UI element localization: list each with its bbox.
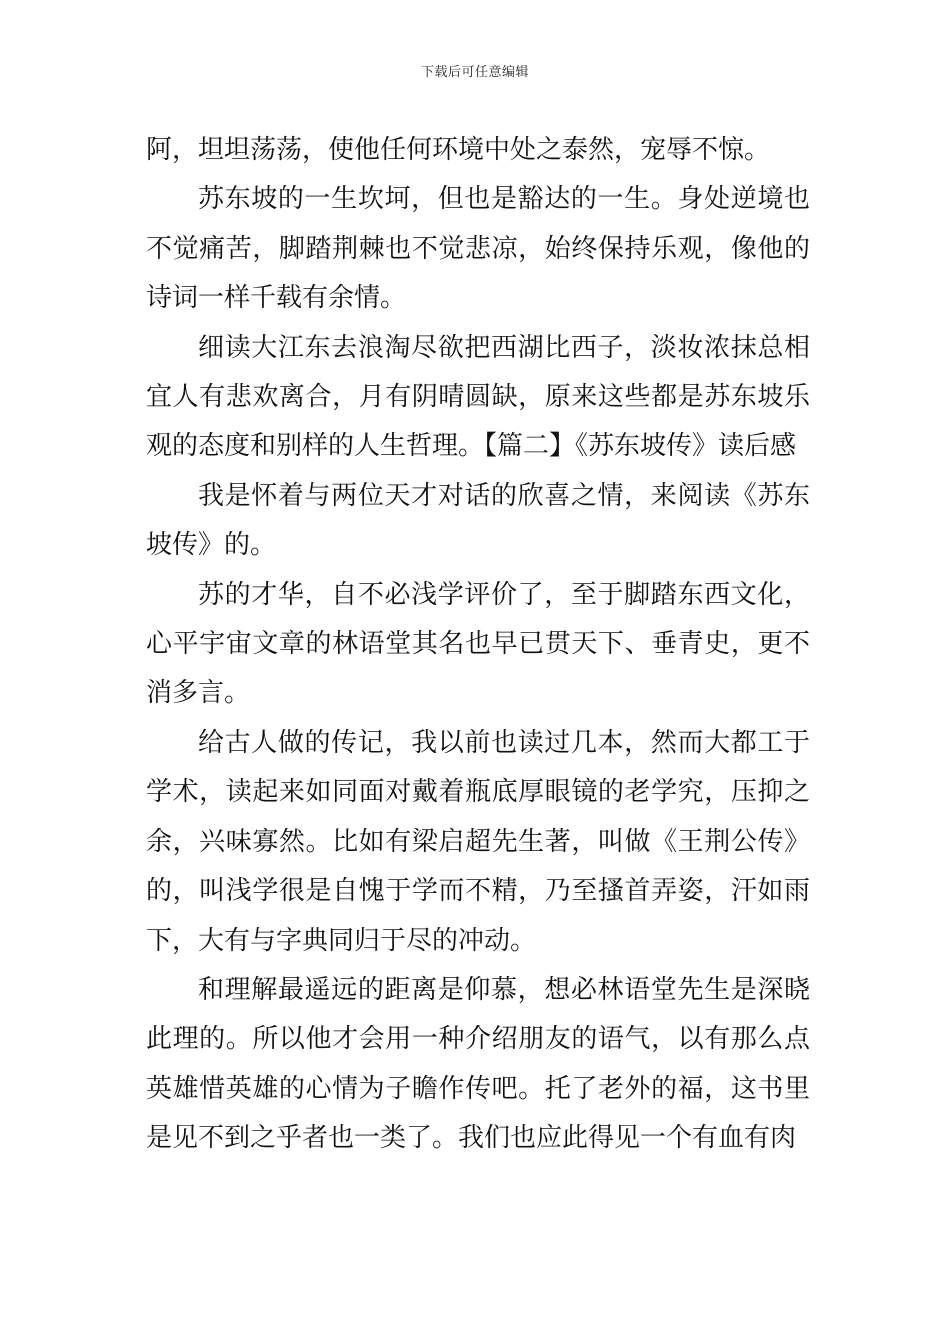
paragraph-4: 我是怀着与两位天才对话的欣喜之情，来阅读《苏东坡传》的。 [146,480,810,561]
page-header: 下载后可任意编辑 [420,65,529,80]
paragraph-5: 苏的才华，自不必浅学评价了，至于脚踏东西文化，心平宇宙文章的林语堂其名也早已贯天下、垂青史，更不消多言。 [146,579,810,709]
paragraph-1: 阿，坦坦荡荡，使他任何环境中处之泰然，宠辱不惊。 [146,135,771,165]
paragraph-7: 和理解最遥远的距离是仰慕，想必林语堂先生是深晓此理的。所以他才会用一种介绍朋友的语气，以有那么点英雄惜英雄的心情为子瞻作传吧。托了老外的福，这书里是见不到之乎者也一类了。我们也应此得见一个有血有肉 [146,974,810,1154]
paragraph-6: 给古人做的传记，我以前也读过几本，然而大都工于学术，读起来如同面对戴着瓶底厚眼镜的老学究，压抑之余，兴味寡然。比如有梁启超先生著，叫做《王荆公传》的，叫浅学很是自愧于学而不精，乃至搔首弄姿，汗如雨下，大有与字典同归于尽的冲动。 [146,727,810,956]
paragraph-3: 细读大江东去浪淘尽欲把西湖比西子，淡妆浓抹总相宜人有悲欢离合，月有阴晴圆缺，原来这些都是苏东坡乐观的态度和别样的人生哲理。【篇二】《苏东坡传》读后感 [146,332,810,462]
paragraph-2: 苏东坡的一生坎坷，但也是豁达的一生。身处逆境也不觉痛苦，脚踏荆棘也不觉悲凉，始终保持乐观，像他的诗词一样千载有余情。 [146,184,810,314]
body-text [146,126,810,1164]
